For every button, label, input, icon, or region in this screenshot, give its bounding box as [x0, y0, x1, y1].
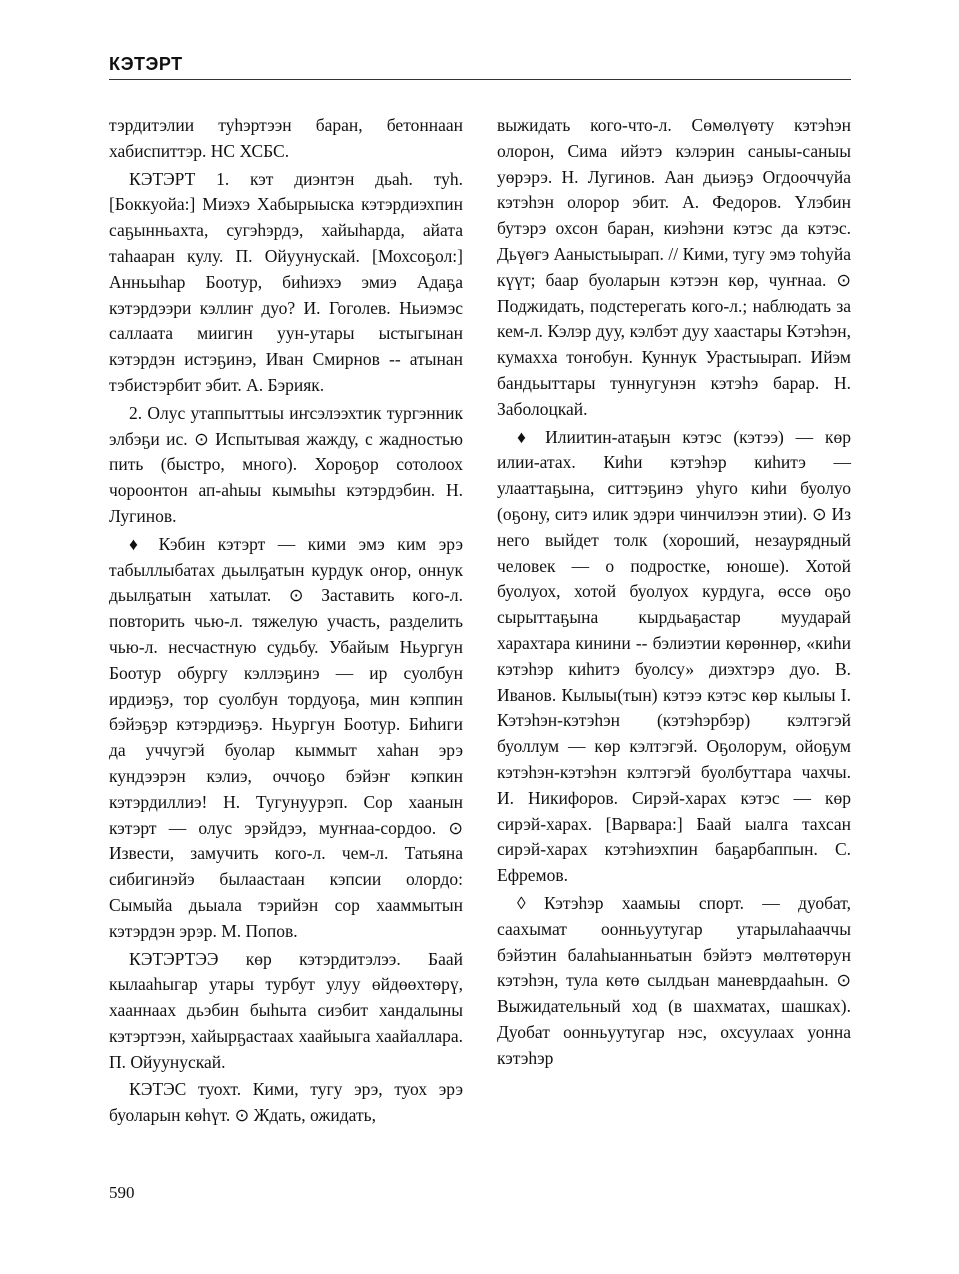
- header-rule: [109, 79, 851, 80]
- left-column: [109, 113, 463, 1131]
- paragraph: КЭТЭРТЭЭ көр кэтэрдитэлээ. Баай кылааһыгар утары турбут улуу өйдөөхтөрү, хааннаах дьэбин быһыта сиэбит хандалыны кэтэртээн, хайырҕастаах хаайыыга хаайаллара. П. Ойуунускай.: [109, 948, 463, 1072]
- page-number: 590: [109, 1183, 135, 1202]
- paragraph: выжидать кого-что-л. Сөмөлүөту кэтэһэн олорон, Сима ийэтэ кэлэрин саныы-саныы уөрэрэ. Н. Лугинов. Аан дьиэҕэ Огдооччуйа кэтэһэн олорор эбит. А. Федоров. Үлэбин бутэрэ охсон баран, киэһэни кэтэс да кэтэс. Дьүөгэ Ааныстыырап. // Кими, тугу эмэ тоһуйа күүт; баар буоларын кэтээн көр, чуҥнаа. ⊙ Поджидать, подстерегать кого-л.; наблюдать за кем-л. Кэлэр дуу, кэлбэт дуу хаастары Кэтэһэн, кумахха тоҥобун. Куннук Урастыырап. Ийэм бандьыттары туннугунэн кэтэһэ барар. Н. Заболоцкай.: [497, 115, 851, 419]
- paragraph: тэрдитэлии туһэртээн баран, бетоннаан хабиспиттэр. НС ХСБС.: [109, 115, 463, 161]
- paragraph: КЭТЭС туохт. Кими, тугу эрэ, туох эрэ буоларын көһүт. ⊙ Ждать, ожидать,: [109, 1079, 463, 1126]
- paragraph: КЭТЭРТ 1. кэт диэнтэн дьаһ. туһ. [Боккуойа:] Миэхэ Хабырыыска кэтэрдиэхпин саҕынньахта, сугэһэрдэ, хайыһарда, айата таһааран кулу. П. Ойуунускай. [Мохсоҕол:] Анньыһар Боотур, биһиэхэ эмиэ Адаҕа кэтэрдээри кэллиҥ дуо? И. Гоголев. Ньиэмэс саллаата миигин уун-утары ыстыгынан кэтэрдэн истэҕинэ, Иван Смирнов -- атынан тэбистэрбит эбит. А. Бэрияк.: [109, 168, 463, 395]
- paragraph: ♦ Илиитин-атаҕын кэтэс (кэтээ) — көр илии-атах. Киһи кэтэһэр киһитэ — улааттаҕына, ситтэҕинэ уһуго киһи буолуо (оҕону, ситэ илик эдэри чинчилээн этии). ⊙ Из него выйдет толк (хороший, незаурядный человек — о подростке, юноше). Хотой буолуох, хотой буолуох курдуга, өссө оҕо сырыттаҕына кырдьаҕастар муударай харахтара кинини -- бэлиэтии көрөннөр, «киһи кэтэһэр киһитэ буолсу» диэхтэрэ дуо. В. Иванов. Кылыы(тын) кэтээ кэтэс көр кылыы I. Кэтэһэн-кэтэһэн (кэтэһэрбэр) кэлтэгэй буоллум — көр кэлтэгэй. Оҕолорум, ойоҕум кэтэһэн-кэтэһэн кэлтэгэй буолбуттара чахчы. И. Никифоров. Сирэй-харах кэтэс — көр сирэй-харах. [Варвара:] Баай ыалга тахсан сирэй-харах кэтэһиэхпин баҕарбаппын. С. Ефремов.: [497, 426, 851, 886]
- right-column: [497, 113, 851, 1073]
- paragraph: ◊ Кэтэһэр хаамыы спорт. — дуобат, саахымат оонньуутугар утарылаһааччы бэйэтин балаһыанньатын бэйэтэ мөлтөтөрун кэтэһэн, тула көтө сылдьан маневрдааһын. ⊙ Выжидательный ход (в шахматах, шашках). Дуобат оонньуутугар нэс, охсуулаах уонна кэтэһэр: [497, 892, 851, 1068]
- paragraph: ♦ Кэбин кэтэрт — кими эмэ ким эрэ табыллыбатах дьылҕатын курдук оҥор, оннук дьылҕатын хатылат. ⊙ Заставить кого-л. повторить чью-л. тяжелую участь, разделить чью-л. несчастную судьбу. Убайым Ньургун Боотур обургу кэллэҕинэ — ир суолбун ирдиэҕэ, тор суолбун тордуоҕа, мин кэппин бэйэҕэр кэтэрдиэҕэ. Ньургун Боотур. Биһиги да уччугэй буолар кыммыт хаһан эрэ кундээрэн кэлиэ, оччоҕо бэйэҥ кэпкин кэтэрдиллиэ! Н. Тугунуурэп. Сор хаанын кэтэрт — олус эрэйдээ, муҥнаа-сордоо. ⊙ Извести, замучить кого-л. чем-л. Татьяна сибигинэйэ былаастаан кэпсии олордо: Сымыйа дьыала тэрийэн сор хааммытын кэтэрдэн эрэр. М. Попов.: [109, 533, 463, 941]
- paragraph: 2. Олус утаппыттыы иҥсэлээхтик тургэнник элбэҕи ис. ⊙ Испытывая жажду, с жадностью пить (быстро, много). Хороҕор сотолоох чороонтон ап-аһыы кымыһы кэтэрдэбин. Н. Лугинов.: [109, 402, 463, 526]
- running-head: КЭТЭРТ: [109, 54, 183, 74]
